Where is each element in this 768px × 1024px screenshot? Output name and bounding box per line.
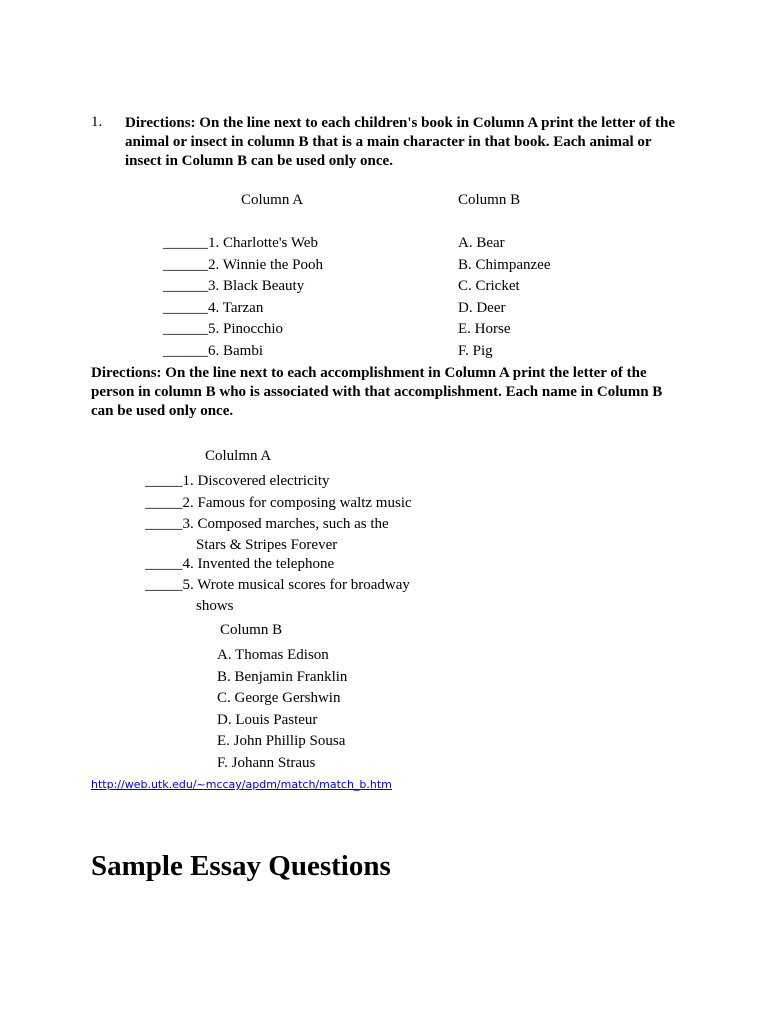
list-item-text: _____1. Discovered electricity xyxy=(145,473,330,489)
list-item-text: _____2. Famous for composing waltz music xyxy=(145,494,412,511)
q1-column-b-list xyxy=(458,233,550,363)
source-link[interactable]: http://web.utk.edu/~mccay/apdm/match/match_b.htm xyxy=(91,778,392,791)
list-item: ______1. Charlotte's Web xyxy=(163,235,318,251)
list-item: E. Horse xyxy=(458,321,511,338)
list-item xyxy=(145,493,412,515)
list-item: D. Deer xyxy=(458,299,506,316)
q2-column-a-list xyxy=(145,471,412,615)
q1-column-b-heading: Column B xyxy=(458,192,521,208)
list-item xyxy=(145,471,412,493)
list-item xyxy=(145,575,412,615)
list-item: C. Cricket xyxy=(458,278,520,295)
list-item: ______5. Pinocchio xyxy=(163,321,283,338)
list-item-text: _____5. Wrote musical scores for broadway xyxy=(145,577,410,594)
list-item: ______6. Bambi xyxy=(163,342,263,359)
q2-column-a-heading: Colulmn A xyxy=(205,448,272,464)
question-1-number: 1. xyxy=(91,114,103,130)
q1-column-a-list xyxy=(163,233,323,363)
q2-column-b-heading: Column B xyxy=(220,622,283,638)
list-item-continuation: Stars & Stripes Forever xyxy=(196,536,338,553)
list-item-continuation: shows xyxy=(196,597,234,614)
list-item xyxy=(145,514,412,554)
question-2-directions: Directions: On the line next to each accomplishment in Column A print the letter of the person in column B who is associated with that accomplishment. Each name in Column B can be used only once. xyxy=(91,365,663,419)
list-item xyxy=(145,554,412,576)
list-item: A. Thomas Edison xyxy=(217,647,329,663)
list-item: ______4. Tarzan xyxy=(163,299,264,316)
list-item: B. Benjamin Franklin xyxy=(217,668,348,685)
list-item: E. John Phillip Sousa xyxy=(217,733,346,750)
list-item: A. Bear xyxy=(458,235,505,251)
list-item-text: _____3. Composed marches, such as the xyxy=(145,516,389,533)
q2-column-b-list xyxy=(217,645,347,775)
q1-column-a-heading: Column A xyxy=(241,192,304,208)
list-item: C. George Gershwin xyxy=(217,690,341,707)
list-item: ______2. Winnie the Pooh xyxy=(163,256,323,273)
question-1-directions: Directions: On the line next to each children's book in Column A print the letter of the animal or insect in column B that is a main character in that book. Each animal or insect in Column B can be used only once. xyxy=(125,115,675,169)
essay-section-heading: Sample Essay Questions xyxy=(91,850,391,882)
list-item: F. Johann Straus xyxy=(217,754,316,771)
list-item: ______3. Black Beauty xyxy=(163,278,305,295)
list-item-text: _____4. Invented the telephone xyxy=(145,555,335,572)
list-item: D. Louis Pasteur xyxy=(217,711,318,728)
list-item: F. Pig xyxy=(458,342,493,359)
list-item: B. Chimpanzee xyxy=(458,256,551,273)
